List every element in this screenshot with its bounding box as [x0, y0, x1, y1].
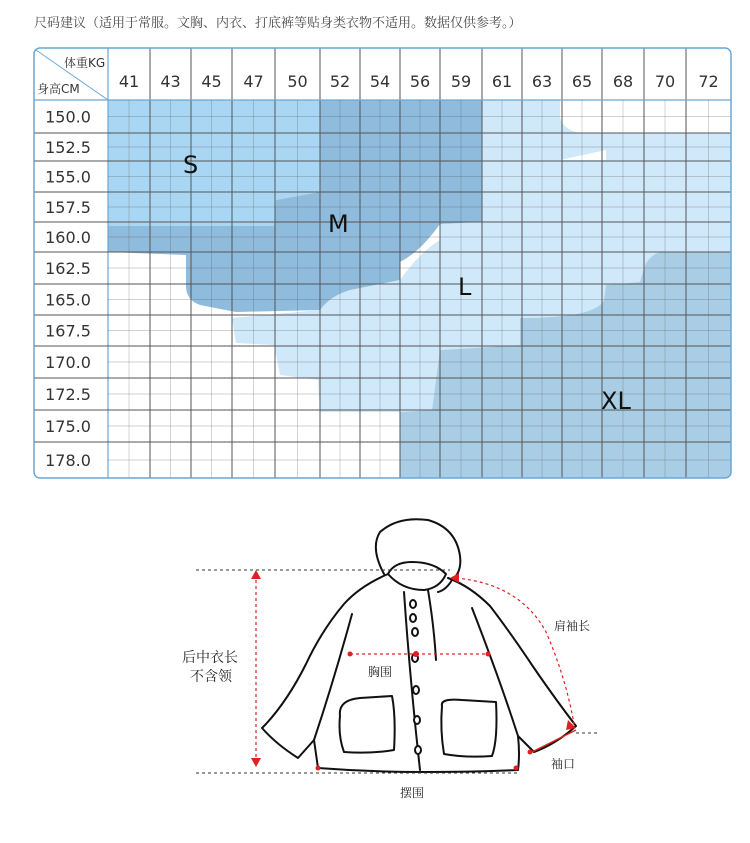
hood-inner [388, 562, 446, 590]
weight-label: 68 [612, 72, 634, 91]
weight-label: 72 [698, 72, 719, 91]
point [486, 652, 491, 657]
weight-label: 50 [287, 72, 308, 91]
point [413, 651, 419, 657]
height-label: 175.0 [45, 417, 91, 436]
label-chest: 胸围 [368, 665, 393, 679]
height-label: 152.5 [45, 138, 91, 157]
label-cuff: 袖口 [551, 757, 576, 771]
size-note: 尺码建议（适用于常服。文胸、内衣、打底裤等贴身类衣物不适用。数据仅供参考。） [34, 16, 522, 31]
point [514, 766, 519, 771]
weight-label: 43 [160, 72, 181, 91]
drawstring [428, 590, 436, 660]
arrow-up [251, 570, 261, 579]
weight-label: 52 [329, 72, 351, 91]
weight-label: 65 [571, 72, 593, 91]
height-label: 167.5 [45, 321, 91, 341]
zone-label-xl: XL [601, 387, 631, 415]
zone-label-l: L [458, 273, 472, 301]
button [413, 686, 419, 694]
button [410, 600, 416, 608]
hood-outline [376, 519, 461, 592]
right-sleeve-seam [472, 608, 518, 736]
point [528, 750, 533, 755]
arrow-down [251, 758, 261, 767]
weight-label: 47 [243, 72, 264, 91]
corner-height-label: 身高CM [37, 82, 80, 96]
point [316, 766, 321, 771]
corner-weight-label: 体重KG [64, 56, 106, 70]
button [412, 628, 418, 636]
shoulder-sleeve-line [456, 578, 574, 724]
height-label: 165.0 [45, 290, 91, 310]
height-label: 170.0 [45, 353, 91, 372]
weight-label: 63 [531, 72, 553, 91]
label-back-length-1: 后中衣长 [182, 650, 238, 666]
left-pocket [340, 696, 395, 753]
height-label: 160.0 [45, 228, 91, 247]
zone-label-m: M [328, 210, 349, 238]
height-label: 150.0 [45, 107, 91, 127]
cuff-line [532, 730, 576, 752]
weight-label: 41 [118, 72, 140, 91]
height-label: 178.0 [45, 451, 91, 470]
label-shoulder-sleeve: 肩袖长 [554, 619, 591, 633]
button [415, 746, 421, 754]
weight-label: 54 [369, 72, 391, 91]
point [348, 652, 353, 657]
zone-label-s: S [183, 151, 199, 179]
jacket-body-outline [262, 574, 576, 772]
height-label: 162.5 [45, 259, 91, 278]
label-back-length-2: 不含领 [190, 669, 232, 685]
weight-label: 56 [409, 72, 431, 91]
height-label: 172.5 [45, 385, 91, 404]
left-sleeve-seam [314, 614, 352, 740]
label-hem: 摆围 [400, 786, 425, 800]
weight-label: 45 [201, 72, 222, 91]
button [410, 614, 416, 622]
right-pocket [441, 700, 496, 757]
weight-label: 59 [450, 72, 472, 91]
height-label: 157.5 [45, 198, 91, 217]
weight-label: 61 [491, 72, 513, 91]
weight-label: 70 [654, 72, 676, 91]
button [414, 716, 420, 724]
height-label: 155.0 [45, 167, 91, 187]
